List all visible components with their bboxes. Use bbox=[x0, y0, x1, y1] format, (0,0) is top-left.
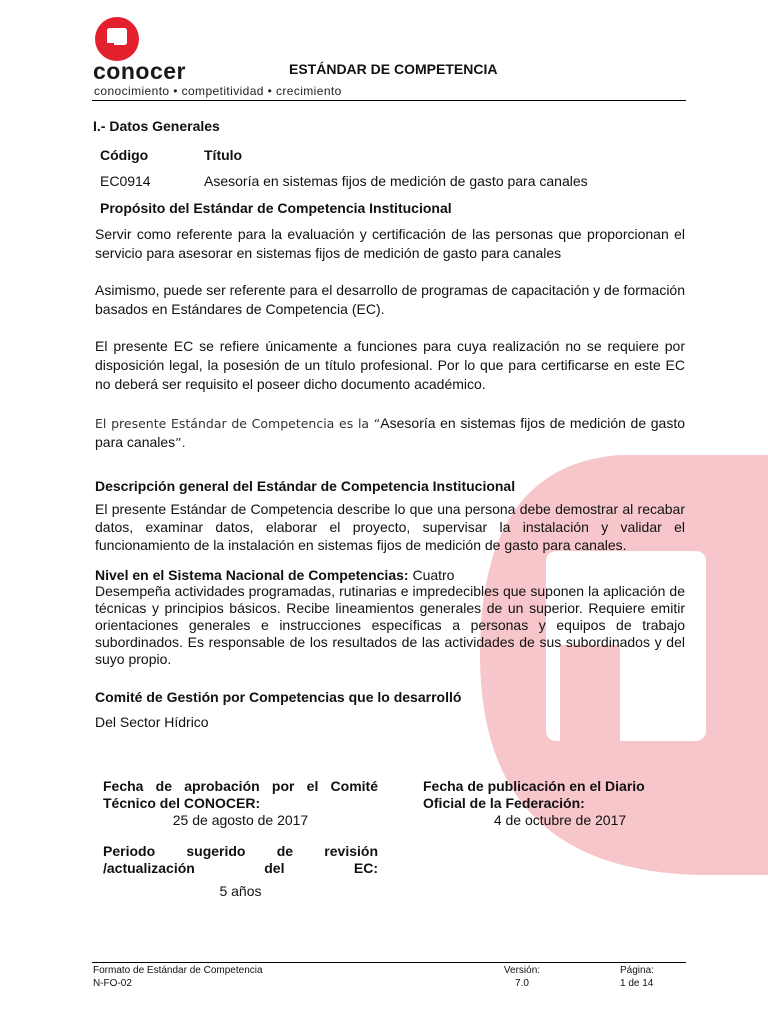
proposito-paragraph-2: Asimismo, puede ser referente para el desarrollo de programas de capacitación y de formación basados en Estándares de Competencia (EC). bbox=[95, 282, 685, 317]
paragraph-4-prefix: El presente Estándar de Competencia es la “ bbox=[95, 416, 381, 431]
proposito-paragraph-3: El presente EC se refiere únicamente a funciones para cuya realización no se requiere por disposición legal, la posesión de un título profesional. Por lo que para certificarse en este EC no deberá ser requisito el poseer dicho documento académico. bbox=[95, 338, 685, 392]
conocer-logo-icon bbox=[92, 16, 142, 62]
fecha-aprobacion-label: Fecha de aprobación por el Comité Técnico del CONOCER: bbox=[103, 778, 378, 811]
paragraph-4-title: Asesoría en sistemas fijos de medición de gasto para canales bbox=[95, 415, 685, 450]
nivel-value: Cuatro bbox=[408, 567, 455, 583]
title-column-header: Título bbox=[204, 147, 243, 163]
standard-code: EC0914 bbox=[100, 173, 151, 189]
footer-page-label: Página: bbox=[620, 965, 654, 976]
descripcion-paragraph: El presente Estándar de Competencia describe lo que una persona debe demostrar al recabar datos, examinar datos, elaborar el proyecto, supervisar la instalación y validar el funcionamiento de la instalación en sistemas fijos de medición de gasto para canales. bbox=[95, 501, 685, 553]
comite-value: Del Sector Hídrico bbox=[95, 714, 209, 730]
periodo-revision-label: Periodo sugerido de revisión /actualización del EC: bbox=[103, 843, 378, 876]
fecha-publicacion-label: Fecha de publicación en el Diario Oficial de la Federación: bbox=[423, 778, 645, 811]
nivel-line bbox=[95, 567, 454, 583]
footer-format-code: N-FO-02 bbox=[93, 978, 132, 989]
proposito-paragraph-4 bbox=[95, 414, 685, 452]
nivel-description: Desempeña actividades programadas, rutinarias e impredecibles que suponen la aplicación de técnicas y principios básicos. Recibe lineamientos generales de un superior. Requiere emitir orientaciones generales e instrucciones específicas a personas y equipos de trabajo subordinados. Es responsable de los resultados de las actividades de sus subordinados y del suyo propio. bbox=[95, 583, 685, 667]
fecha-publicacion-value: 4 de octubre de 2017 bbox=[493, 812, 627, 828]
footer-divider bbox=[92, 962, 686, 963]
footer-page-value: 1 de 14 bbox=[620, 978, 654, 989]
paragraph-4-suffix: ”. bbox=[175, 435, 186, 450]
code-column-header: Código bbox=[100, 147, 149, 163]
section-heading-datos-generales: I.- Datos Generales bbox=[93, 118, 220, 134]
proposito-paragraph-1: Servir como referente para la evaluación y certificación de las personas que proporcionan el servicio para asesorar en sistemas fijos de medición de gasto para canales bbox=[95, 226, 685, 261]
footer-version-label: Versión: bbox=[503, 965, 541, 976]
nivel-label: Nivel en el Sistema Nacional de Competencias: bbox=[95, 567, 409, 583]
fecha-aprobacion-value: 25 de agosto de 2017 bbox=[172, 812, 309, 828]
standard-title: Asesoría en sistemas fijos de medición de gasto para canales bbox=[204, 173, 588, 189]
document-title: ESTÁNDAR DE COMPETENCIA bbox=[289, 61, 498, 77]
brand-name: conocer bbox=[93, 58, 186, 84]
descripcion-heading: Descripción general del Estándar de Competencia Institucional bbox=[95, 478, 516, 494]
comite-heading: Comité de Gestión por Competencias que lo desarrolló bbox=[95, 689, 462, 705]
footer-version-value: 7.0 bbox=[515, 978, 529, 989]
footer-format-name: Formato de Estándar de Competencia bbox=[93, 965, 263, 976]
brand-tagline: conocimiento • competitividad • crecimiento bbox=[94, 84, 342, 98]
header-divider bbox=[92, 100, 686, 101]
periodo-revision-value: 5 años bbox=[219, 883, 262, 899]
proposito-heading: Propósito del Estándar de Competencia Institucional bbox=[100, 200, 452, 216]
